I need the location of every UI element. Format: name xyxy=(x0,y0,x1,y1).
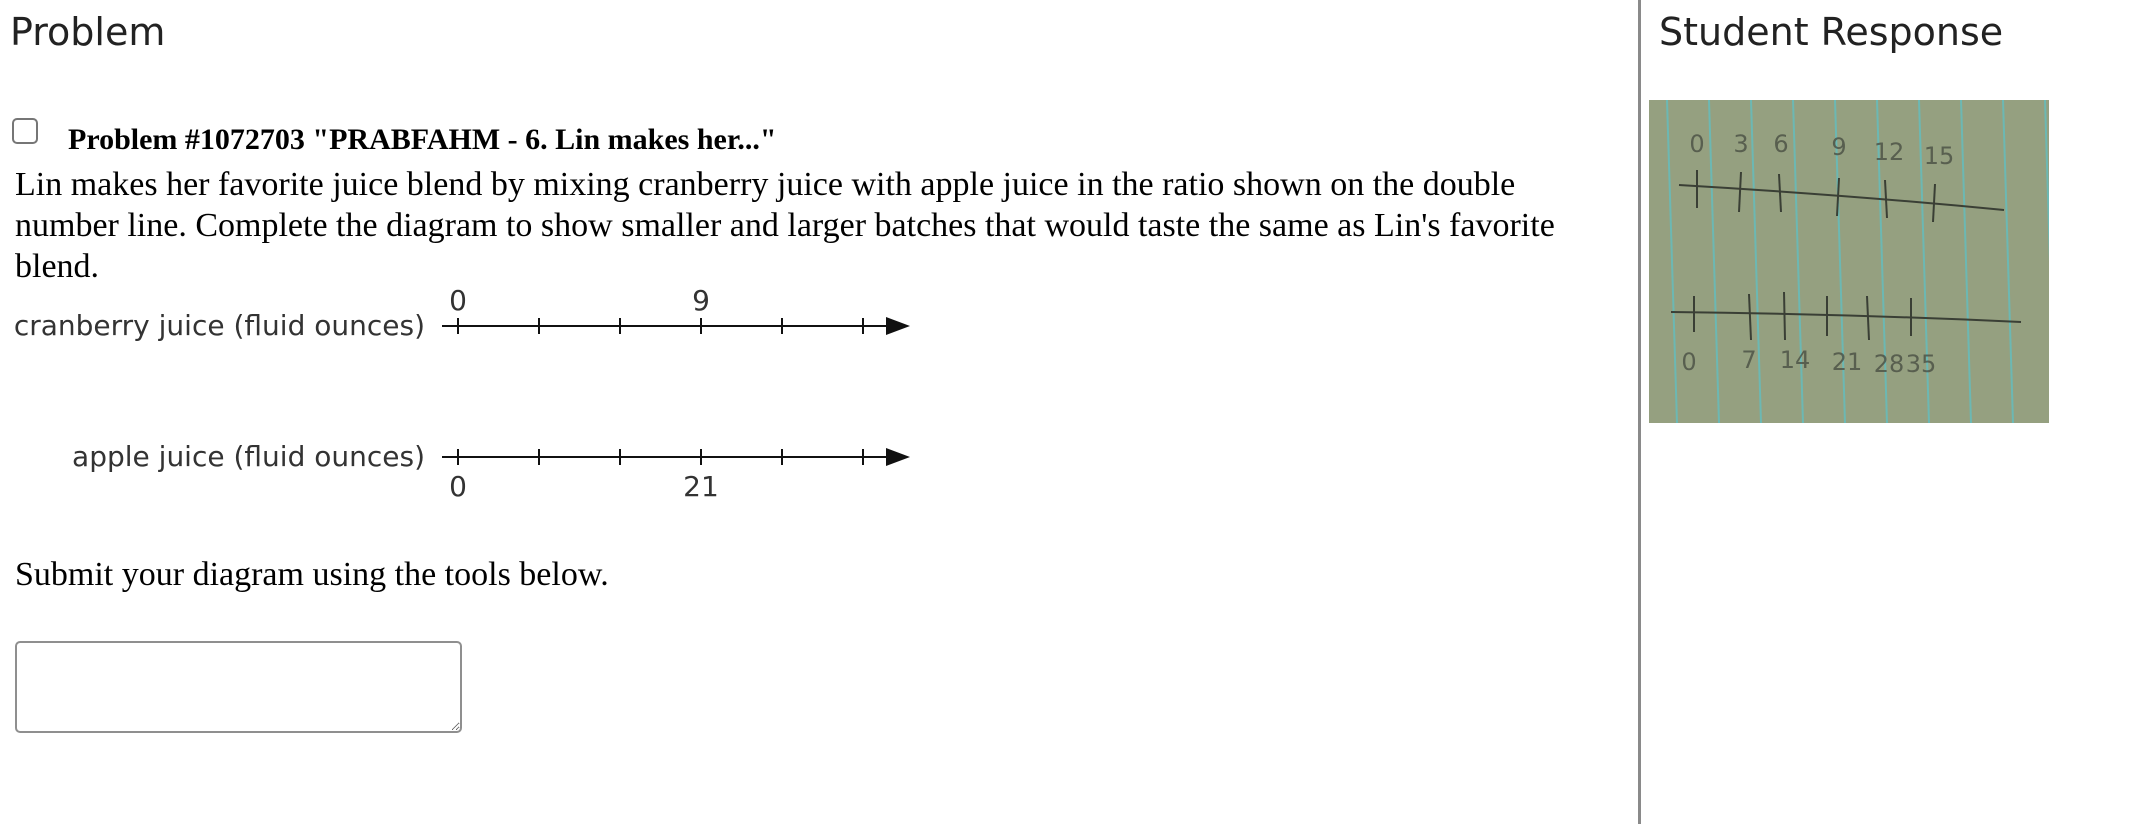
cranberry-line-label: cranberry juice (fluid ounces) xyxy=(13,309,425,342)
student-top-number: 3 xyxy=(1733,130,1749,158)
student-bottom-number: 14 xyxy=(1779,346,1811,374)
student-response-title: Student Response xyxy=(1659,10,2004,54)
student-bottom-number: 0 xyxy=(1681,348,1697,376)
student-top-number: 0 xyxy=(1689,130,1705,158)
student-bottom-number: 28 xyxy=(1873,350,1905,378)
student-bottom-number: 35 xyxy=(1905,350,1937,378)
student-response-pane xyxy=(1641,0,2138,824)
student-bottom-number: 21 xyxy=(1831,348,1863,376)
apple-line-label: apple juice (fluid ounces) xyxy=(72,440,425,473)
submit-instruction: Submit your diagram using the tools below. xyxy=(15,556,609,593)
apple-value-21: 21 xyxy=(683,470,719,503)
problem-body: Lin makes her favorite juice blend by mixing cranberry juice with apple juice in the ratio shown on the double number line. Complete the diagram to show smaller and larger batches that would taste the same as Lin's favorite blend. xyxy=(15,166,1555,285)
problem-select-checkbox[interactable] xyxy=(12,118,38,144)
problem-pane-title: Problem xyxy=(10,10,166,54)
student-top-number: 15 xyxy=(1923,142,1955,170)
cranberry-value-0: 0 xyxy=(449,284,467,317)
student-top-number: 12 xyxy=(1873,138,1905,166)
cranberry-arrow-head xyxy=(886,317,910,335)
problem-header: Problem #1072703 "PRABFAHM - 6. Lin makes her..." xyxy=(68,123,777,156)
cranberry-value-9: 9 xyxy=(692,284,710,317)
student-top-number: 9 xyxy=(1831,133,1847,161)
double-number-line-diagram xyxy=(13,280,918,510)
answer-textarea[interactable] xyxy=(15,641,462,733)
student-bottom-number: 7 xyxy=(1741,346,1757,374)
student-top-number: 6 xyxy=(1773,130,1789,158)
student-response-image xyxy=(1649,100,2049,423)
apple-value-0: 0 xyxy=(449,470,467,503)
apple-arrow-head xyxy=(886,448,910,466)
